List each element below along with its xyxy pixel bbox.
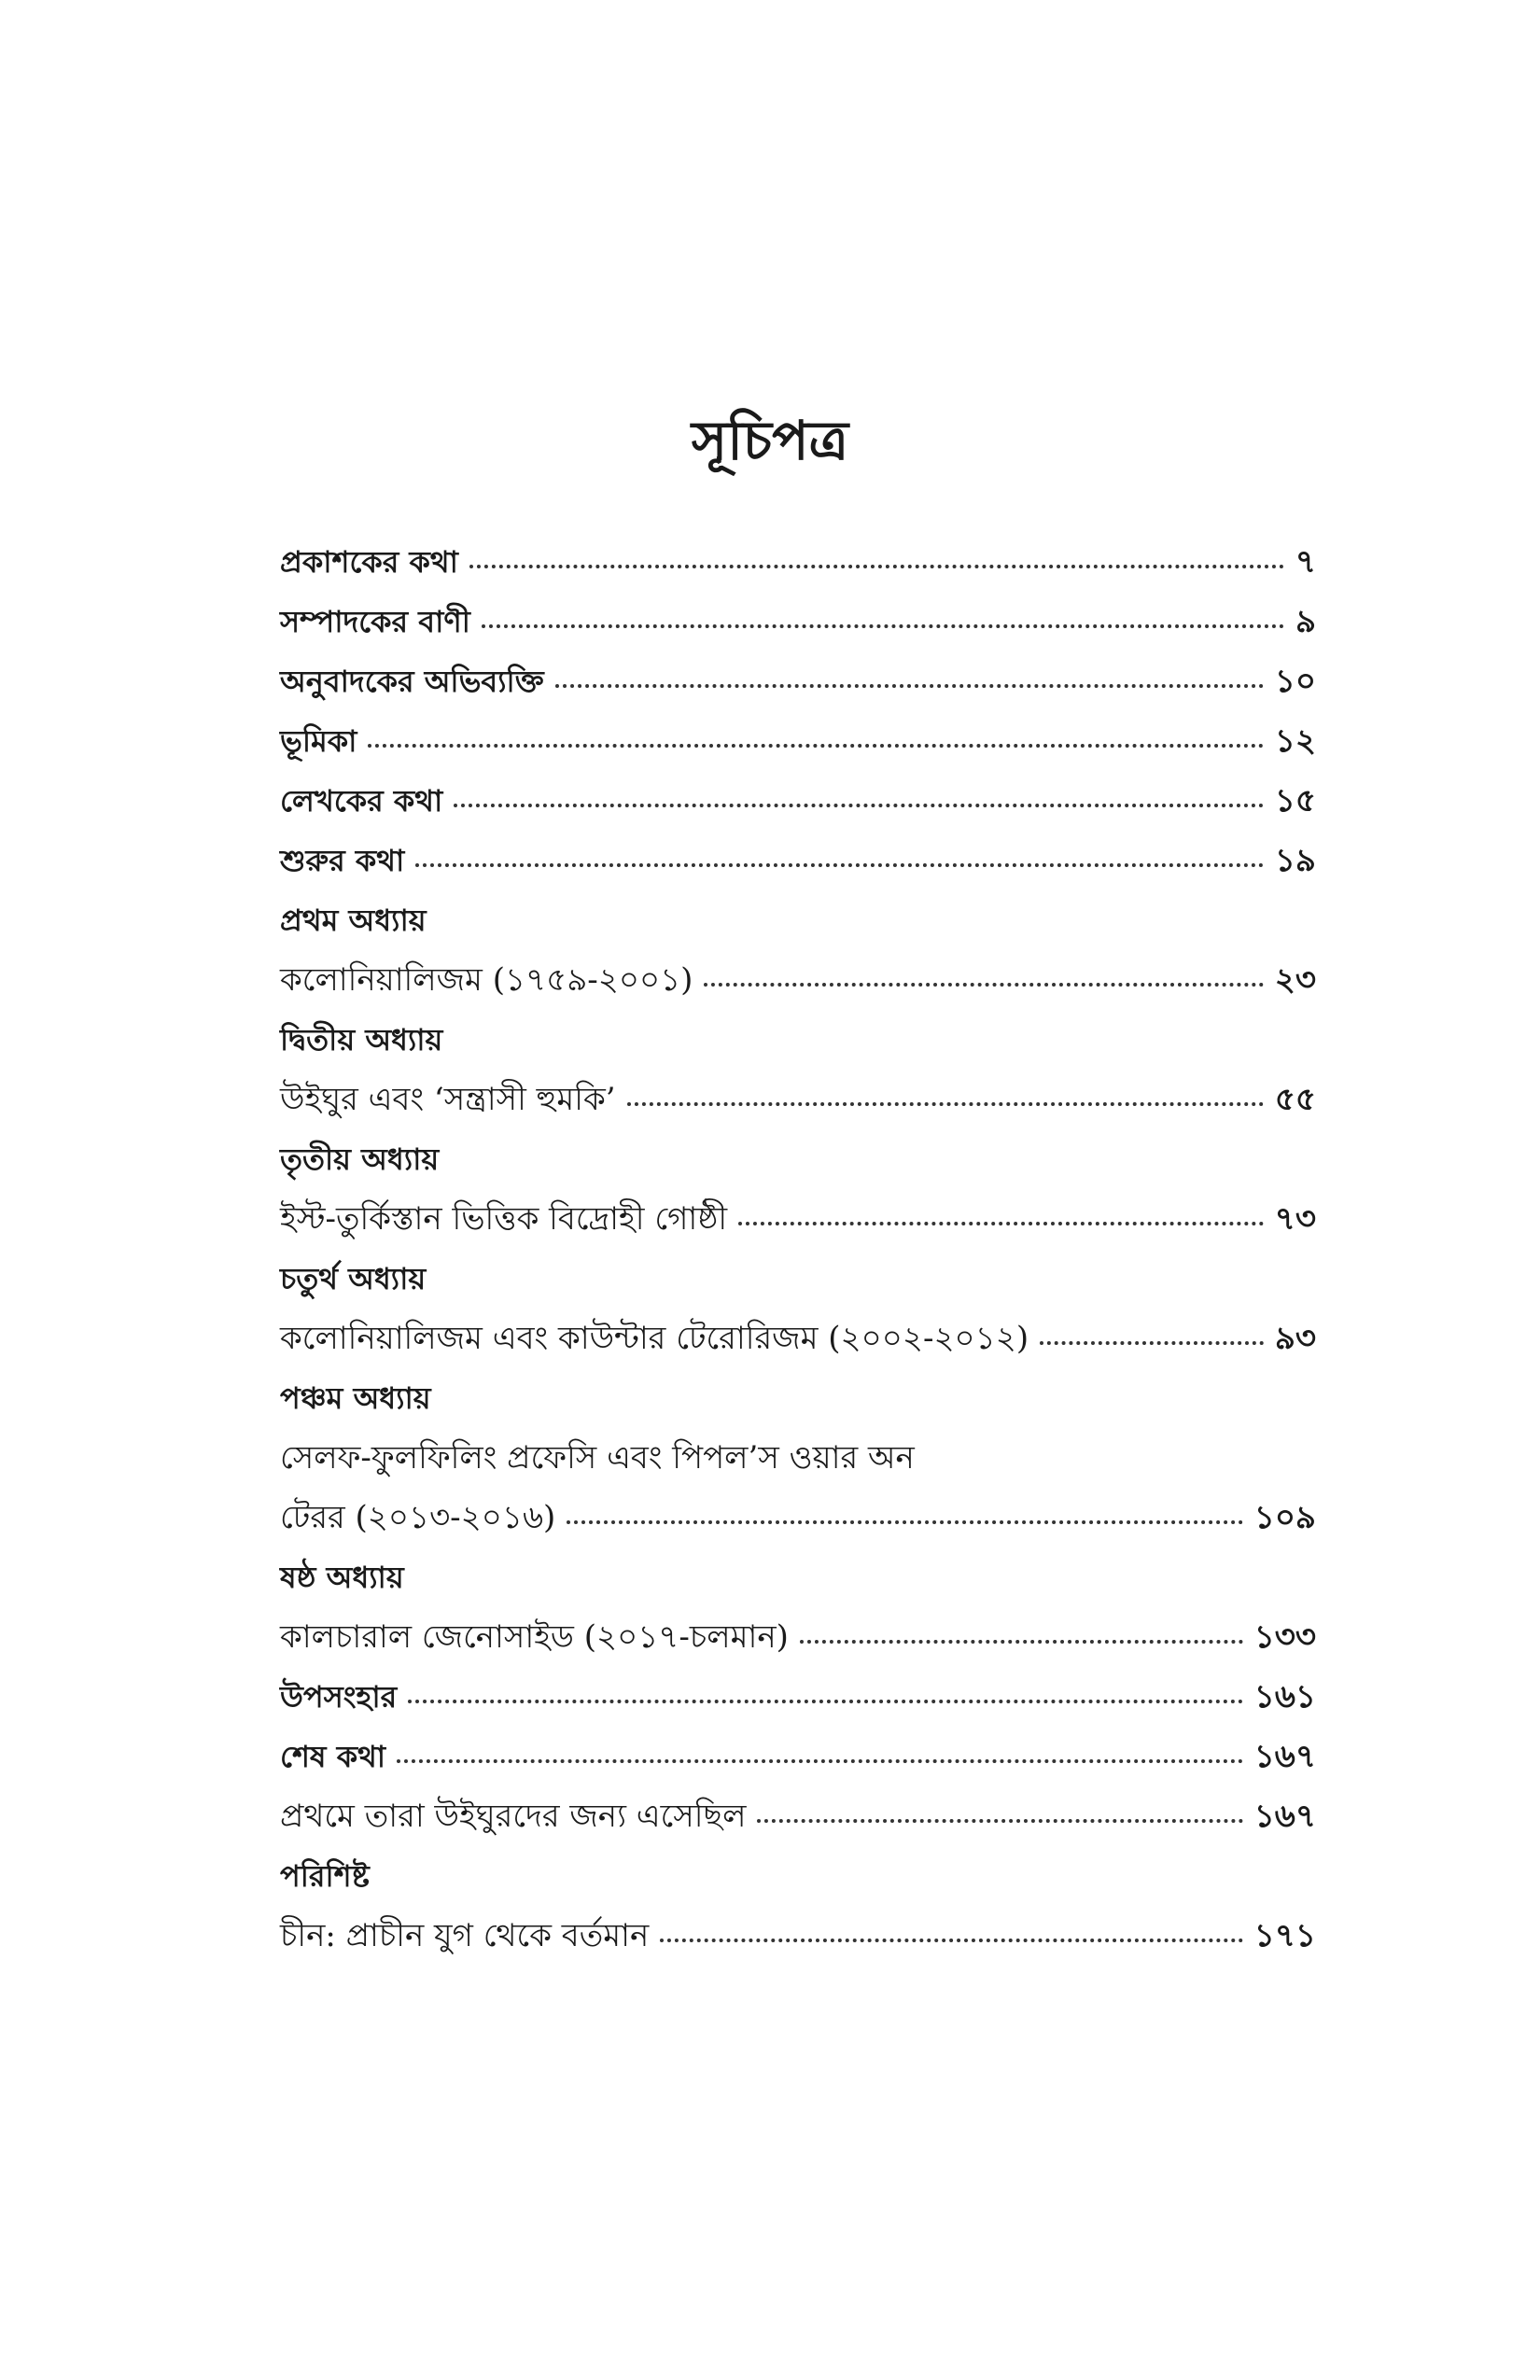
toc-entry-label: শুরুর কথা bbox=[280, 843, 405, 878]
toc-entry-chapter-6[interactable] bbox=[280, 1607, 1316, 1667]
toc-page-number: ১০ bbox=[1274, 663, 1316, 700]
toc-entry-chapter-2[interactable] bbox=[280, 1070, 1316, 1129]
page-title: সূচিপত্র bbox=[691, 409, 849, 472]
toc-entry-label: কলোনিয়ালিজম এবং কাউন্টার টেরোরিজম (২০০২-২০১২) bbox=[280, 1320, 1029, 1357]
dot-leader bbox=[454, 804, 1264, 807]
chapter-heading-label: দ্বিতীয় অধ্যায় bbox=[280, 1022, 443, 1057]
toc-entry-label: অনুবাদকের অভিব্যক্তি bbox=[280, 664, 544, 699]
toc-page-number: ২৩ bbox=[1274, 961, 1316, 999]
dot-leader bbox=[469, 565, 1284, 568]
chapter-heading-3 bbox=[280, 1129, 1316, 1189]
chapter-heading-label: পরিশিষ্ট bbox=[280, 1858, 370, 1894]
toc-entry-chapter-5-line-2[interactable] bbox=[280, 1488, 1316, 1547]
dot-leader bbox=[1040, 1341, 1264, 1345]
chapter-heading-2 bbox=[280, 1010, 1316, 1070]
toc-entry-label: সেলফ-ফুলফিলিং প্রফেসি এবং পিপল’স ওয়ার অন bbox=[280, 1439, 915, 1477]
toc-entry-translator[interactable] bbox=[280, 651, 1316, 711]
dot-leader bbox=[397, 1759, 1243, 1763]
toc-page-number: ৯ bbox=[1295, 603, 1316, 640]
toc-entry-chapter-5-line-1[interactable] bbox=[280, 1428, 1316, 1488]
toc-entry-first-they-came[interactable] bbox=[280, 1786, 1316, 1846]
toc-page-number: ১০৯ bbox=[1253, 1499, 1316, 1536]
dot-leader bbox=[757, 1819, 1242, 1823]
toc-page-number: ১৬৭ bbox=[1253, 1738, 1316, 1775]
chapter-heading-label: ষষ্ঠ অধ্যায় bbox=[280, 1560, 404, 1595]
dot-leader bbox=[482, 624, 1284, 628]
dot-leader bbox=[738, 1222, 1264, 1225]
chapter-heading-label: প্রথম অধ্যায় bbox=[280, 903, 427, 938]
toc-entry-label: টেরর (২০১৩-২০১৬) bbox=[280, 1499, 556, 1536]
toc-page-number: ১৭১ bbox=[1253, 1917, 1316, 1954]
toc-entry-label: লেখকের কথা bbox=[280, 783, 443, 819]
table-of-contents bbox=[280, 532, 1316, 1966]
dot-leader bbox=[567, 1520, 1242, 1524]
toc-entry-publisher[interactable] bbox=[280, 532, 1316, 592]
toc-entry-label: উপসংহার bbox=[280, 1679, 398, 1715]
toc-page-number: ৭৩ bbox=[1274, 1200, 1316, 1238]
toc-entry-label: ভূমিকা bbox=[280, 723, 357, 759]
toc-entry-conclusion[interactable] bbox=[280, 1667, 1316, 1727]
toc-entry-label: চীন: প্রাচীন যুগ থেকে বর্তমান bbox=[280, 1917, 650, 1954]
chapter-heading-5 bbox=[280, 1368, 1316, 1428]
dot-leader bbox=[800, 1640, 1243, 1644]
toc-page-number: ১৯ bbox=[1274, 842, 1316, 879]
toc-entry-label: সম্পাদকের বাণী bbox=[280, 604, 470, 639]
chapter-heading-4 bbox=[280, 1249, 1316, 1309]
appendix-heading bbox=[280, 1846, 1316, 1906]
toc-page-number: ১৩৩ bbox=[1253, 1618, 1316, 1656]
dot-leader bbox=[555, 684, 1264, 688]
toc-page-number: ১৫ bbox=[1274, 782, 1316, 819]
chapter-heading-6 bbox=[280, 1547, 1316, 1607]
toc-page-number: ৭ bbox=[1295, 543, 1316, 581]
toc-entry-label: প্রকাশকের কথা bbox=[280, 544, 458, 580]
toc-entry-label: প্রথমে তারা উইঘুরদের জন্য এসেছিল bbox=[280, 1798, 747, 1835]
toc-page-number: ৫৫ bbox=[1274, 1081, 1316, 1118]
toc-entry-editor[interactable] bbox=[280, 592, 1316, 651]
dot-leader bbox=[368, 744, 1263, 748]
toc-page-number: ১২ bbox=[1274, 722, 1316, 760]
toc-page-number: ১৬৭ bbox=[1253, 1798, 1316, 1835]
dot-leader bbox=[660, 1939, 1243, 1942]
dot-leader bbox=[415, 863, 1264, 867]
chapter-heading-label: তৃতীয় অধ্যায় bbox=[280, 1141, 440, 1177]
toc-entry-label: শেষ কথা bbox=[280, 1739, 386, 1774]
toc-entry-label: কালচারাল জেনোসাইড (২০১৭-চলমান) bbox=[280, 1618, 789, 1656]
toc-entry-intro[interactable] bbox=[280, 711, 1316, 771]
toc-entry-chapter-1[interactable] bbox=[280, 950, 1316, 1010]
toc-entry-last-words[interactable] bbox=[280, 1727, 1316, 1786]
toc-entry-label: কলোনিয়ালিজম (১৭৫৯-২০০১) bbox=[280, 961, 693, 999]
toc-page-number: ১৬১ bbox=[1253, 1678, 1316, 1715]
toc-entry-chapter-4[interactable] bbox=[280, 1309, 1316, 1368]
toc-entry-author[interactable] bbox=[280, 771, 1316, 831]
chapter-heading-label: চতুর্থ অধ্যায় bbox=[280, 1261, 427, 1296]
chapter-heading-label: পঞ্চম অধ্যায় bbox=[280, 1380, 431, 1416]
dot-leader bbox=[627, 1102, 1264, 1106]
toc-entry-chapter-3[interactable] bbox=[280, 1189, 1316, 1249]
toc-entry-label: উইঘুর এবং ‘সন্ত্রাসী হুমকি’ bbox=[280, 1081, 616, 1118]
toc-entry-label: ইস্ট-তুর্কিস্তান ভিত্তিক বিদ্রোহী গোষ্ঠী bbox=[280, 1200, 728, 1238]
toc-entry-appendix[interactable] bbox=[280, 1906, 1316, 1966]
toc-entry-beginning[interactable] bbox=[280, 831, 1316, 890]
chapter-heading-1 bbox=[280, 890, 1316, 950]
toc-page-number: ৯৩ bbox=[1274, 1320, 1316, 1357]
dot-leader bbox=[408, 1700, 1243, 1703]
dot-leader bbox=[704, 983, 1263, 987]
